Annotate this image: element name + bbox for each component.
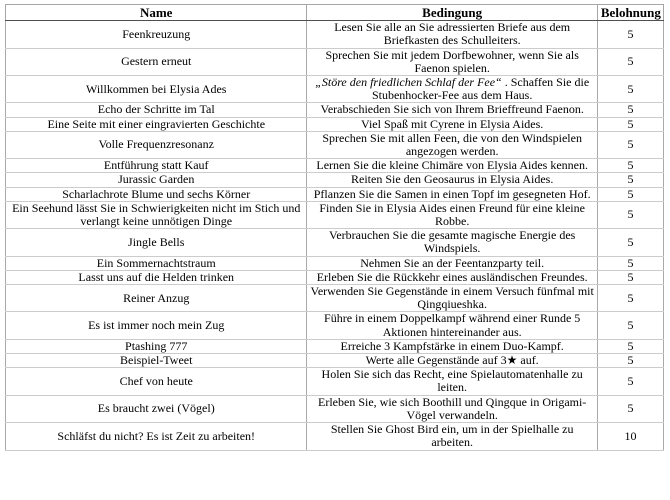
quest-condition-cell <box>307 131 597 158</box>
quest-name-cell: Ein Seehund lässt Sie in Schwierigkeiten nicht im Stich und verlangt keine unnötigen Dinge <box>6 201 307 228</box>
condition-text: Reiten Sie den Geosaurus in Elysia Aides. <box>351 172 554 187</box>
quest-reward-cell: 5 <box>597 339 663 353</box>
quest-condition-cell <box>307 21 597 48</box>
quest-reward-cell: 10 <box>597 423 663 450</box>
quest-name-cell: Es ist immer noch mein Zug <box>6 312 307 339</box>
condition-text: Lesen Sie alle an Sie adressierten Briefe aus dem Briefkasten des Schulleiters. <box>334 20 571 48</box>
table-row <box>6 354 664 368</box>
quest-reward-cell: 5 <box>597 354 663 368</box>
table-row <box>6 256 664 270</box>
quest-name-cell: Ptashing 777 <box>6 339 307 353</box>
quest-condition-cell <box>307 173 597 187</box>
condition-text: Werte alle Gegenstände auf 3★ auf. <box>365 353 539 368</box>
quest-table-body <box>6 21 664 450</box>
table-row <box>6 229 664 256</box>
condition-text: Sprechen Sie mit allen Feen, die von den Windspielen angezogen werden. <box>322 130 582 159</box>
quest-condition-cell <box>307 159 597 173</box>
table-row <box>6 423 664 450</box>
quest-condition-cell <box>307 76 597 103</box>
condition-text: Erleben Sie die Rückkehr eines ausländischen Freundes. <box>316 269 588 284</box>
quest-reward-cell: 5 <box>597 76 663 103</box>
quest-condition-cell <box>307 312 597 339</box>
quest-table-header <box>6 5 664 21</box>
condition-text: Pflanzen Sie die Samen in einen Topf im gesegneten Hof. <box>313 186 591 201</box>
quest-reward-cell: 5 <box>597 48 663 75</box>
table-row <box>6 131 664 158</box>
table-row <box>6 201 664 228</box>
table-row <box>6 368 664 395</box>
table-row <box>6 48 664 75</box>
quest-condition-cell <box>307 256 597 270</box>
table-row <box>6 21 664 48</box>
condition-text: Erleben Sie, wie sich Boothill und Qingque in Origami-Vögel verwandeln. <box>318 394 587 422</box>
condition-text: Sprechen Sie mit jedem Dorfbewohner, wenn Sie als Faenon spielen. <box>325 47 579 75</box>
condition-text: Verabschieden Sie sich von Ihrem Brieffreund Faenon. <box>320 102 584 117</box>
quest-name-cell: Entführung statt Kauf <box>6 159 307 173</box>
quest-reward-cell: 5 <box>597 103 663 117</box>
quest-condition-cell <box>307 354 597 368</box>
quest-name-cell: Gestern erneut <box>6 48 307 75</box>
quest-reward-cell: 5 <box>597 131 663 158</box>
quest-name-cell: Beispiel-Tweet <box>6 354 307 368</box>
quest-reward-cell: 5 <box>597 173 663 187</box>
quest-name-cell: Scharlachrote Blume und sechs Körner <box>6 187 307 201</box>
quest-name-cell: Ein Sommernachtstraum <box>6 256 307 270</box>
table-row <box>6 270 664 284</box>
condition-text: Nehmen Sie an der Feentanzparty teil. <box>360 255 545 270</box>
condition-text: Verbrauchen Sie die gesamte magische Energie des Windspiels. <box>328 228 576 256</box>
table-row <box>6 159 664 173</box>
quest-name-cell: Chef von heute <box>6 368 307 395</box>
quest-reward-cell: 5 <box>597 117 663 131</box>
quest-name-cell: Echo der Schritte im Tal <box>6 103 307 117</box>
quest-condition-cell <box>307 48 597 75</box>
quest-table <box>5 4 664 451</box>
condition-text: Viel Spaß mit Cyrene in Elysia Aides. <box>361 116 544 131</box>
quest-reward-cell: 5 <box>597 187 663 201</box>
condition-quote-text: „Störe den friedlichen Schlaf der Fee“ <box>315 75 502 90</box>
table-row <box>6 103 664 117</box>
quest-condition-cell <box>307 368 597 395</box>
condition-text: Lernen Sie die kleine Chimäre von Elysia Aides kennen. <box>316 158 588 173</box>
table-row <box>6 117 664 131</box>
quest-name-cell: Reiner Anzug <box>6 285 307 312</box>
quest-reward-cell: 5 <box>597 285 663 312</box>
table-row <box>6 173 664 187</box>
table-row <box>6 395 664 422</box>
quest-condition-cell <box>307 423 597 450</box>
quest-reward-cell: 5 <box>597 256 663 270</box>
quest-name-cell: Jingle Bells <box>6 229 307 256</box>
quest-condition-cell <box>307 187 597 201</box>
condition-text: . Schaffen Sie die Stubenhocker-Fee aus dem Haus. <box>371 75 590 103</box>
quest-condition-cell <box>307 229 597 256</box>
header-condition: Bedingung <box>307 5 597 21</box>
table-row <box>6 285 664 312</box>
quest-name-cell: Jurassic Garden <box>6 173 307 187</box>
condition-text: Stellen Sie Ghost Bird ein, um in der Spielhalle zu arbeiten. <box>330 422 574 450</box>
quest-reward-cell: 5 <box>597 229 663 256</box>
quest-name-cell: Volle Frequenzresonanz <box>6 131 307 158</box>
condition-text: Holen Sie sich das Recht, eine Spielautomatenhalle zu leiten. <box>321 367 583 395</box>
table-row <box>6 312 664 339</box>
quest-reward-cell: 5 <box>597 21 663 48</box>
quest-condition-cell <box>307 285 597 312</box>
quest-name-cell: Feenkreuzung <box>6 21 307 48</box>
quest-condition-cell <box>307 201 597 228</box>
quest-condition-cell <box>307 117 597 131</box>
quest-reward-cell: 5 <box>597 395 663 422</box>
quest-condition-cell <box>307 339 597 353</box>
quest-reward-cell: 5 <box>597 201 663 228</box>
quest-name-cell: Willkommen bei Elysia Ades <box>6 76 307 103</box>
quest-name-cell: Es braucht zwei (Vögel) <box>6 395 307 422</box>
header-reward: Belohnung <box>597 5 663 21</box>
quest-name-cell: Eine Seite mit einer eingravierten Geschichte <box>6 117 307 131</box>
table-row <box>6 76 664 103</box>
condition-text: Erreiche 3 Kampfstärke in einem Duo-Kampf. <box>340 338 564 353</box>
quest-reward-cell: 5 <box>597 159 663 173</box>
quest-reward-cell: 5 <box>597 312 663 339</box>
quest-name-cell: Lasst uns auf die Helden trinken <box>6 270 307 284</box>
quest-reward-cell: 5 <box>597 368 663 395</box>
quest-reward-cell: 5 <box>597 270 663 284</box>
table-row <box>6 187 664 201</box>
quest-condition-cell <box>307 395 597 422</box>
quest-name-cell: Schläfst du nicht? Es ist Zeit zu arbeiten! <box>6 423 307 450</box>
condition-text: Führe in einem Doppelkampf während einer Runde 5 Aktionen hintereinander aus. <box>324 311 581 339</box>
quest-condition-cell <box>307 270 597 284</box>
condition-text: Verwenden Sie Gegenstände in einem Versuch fünfmal mit Qingqiueshka. <box>310 284 594 312</box>
quest-condition-cell <box>307 103 597 117</box>
table-row <box>6 339 664 353</box>
header-row <box>6 5 664 21</box>
header-name: Name <box>6 5 307 21</box>
condition-text: Finden Sie in Elysia Aides einen Freund für eine kleine Robbe. <box>319 200 585 229</box>
